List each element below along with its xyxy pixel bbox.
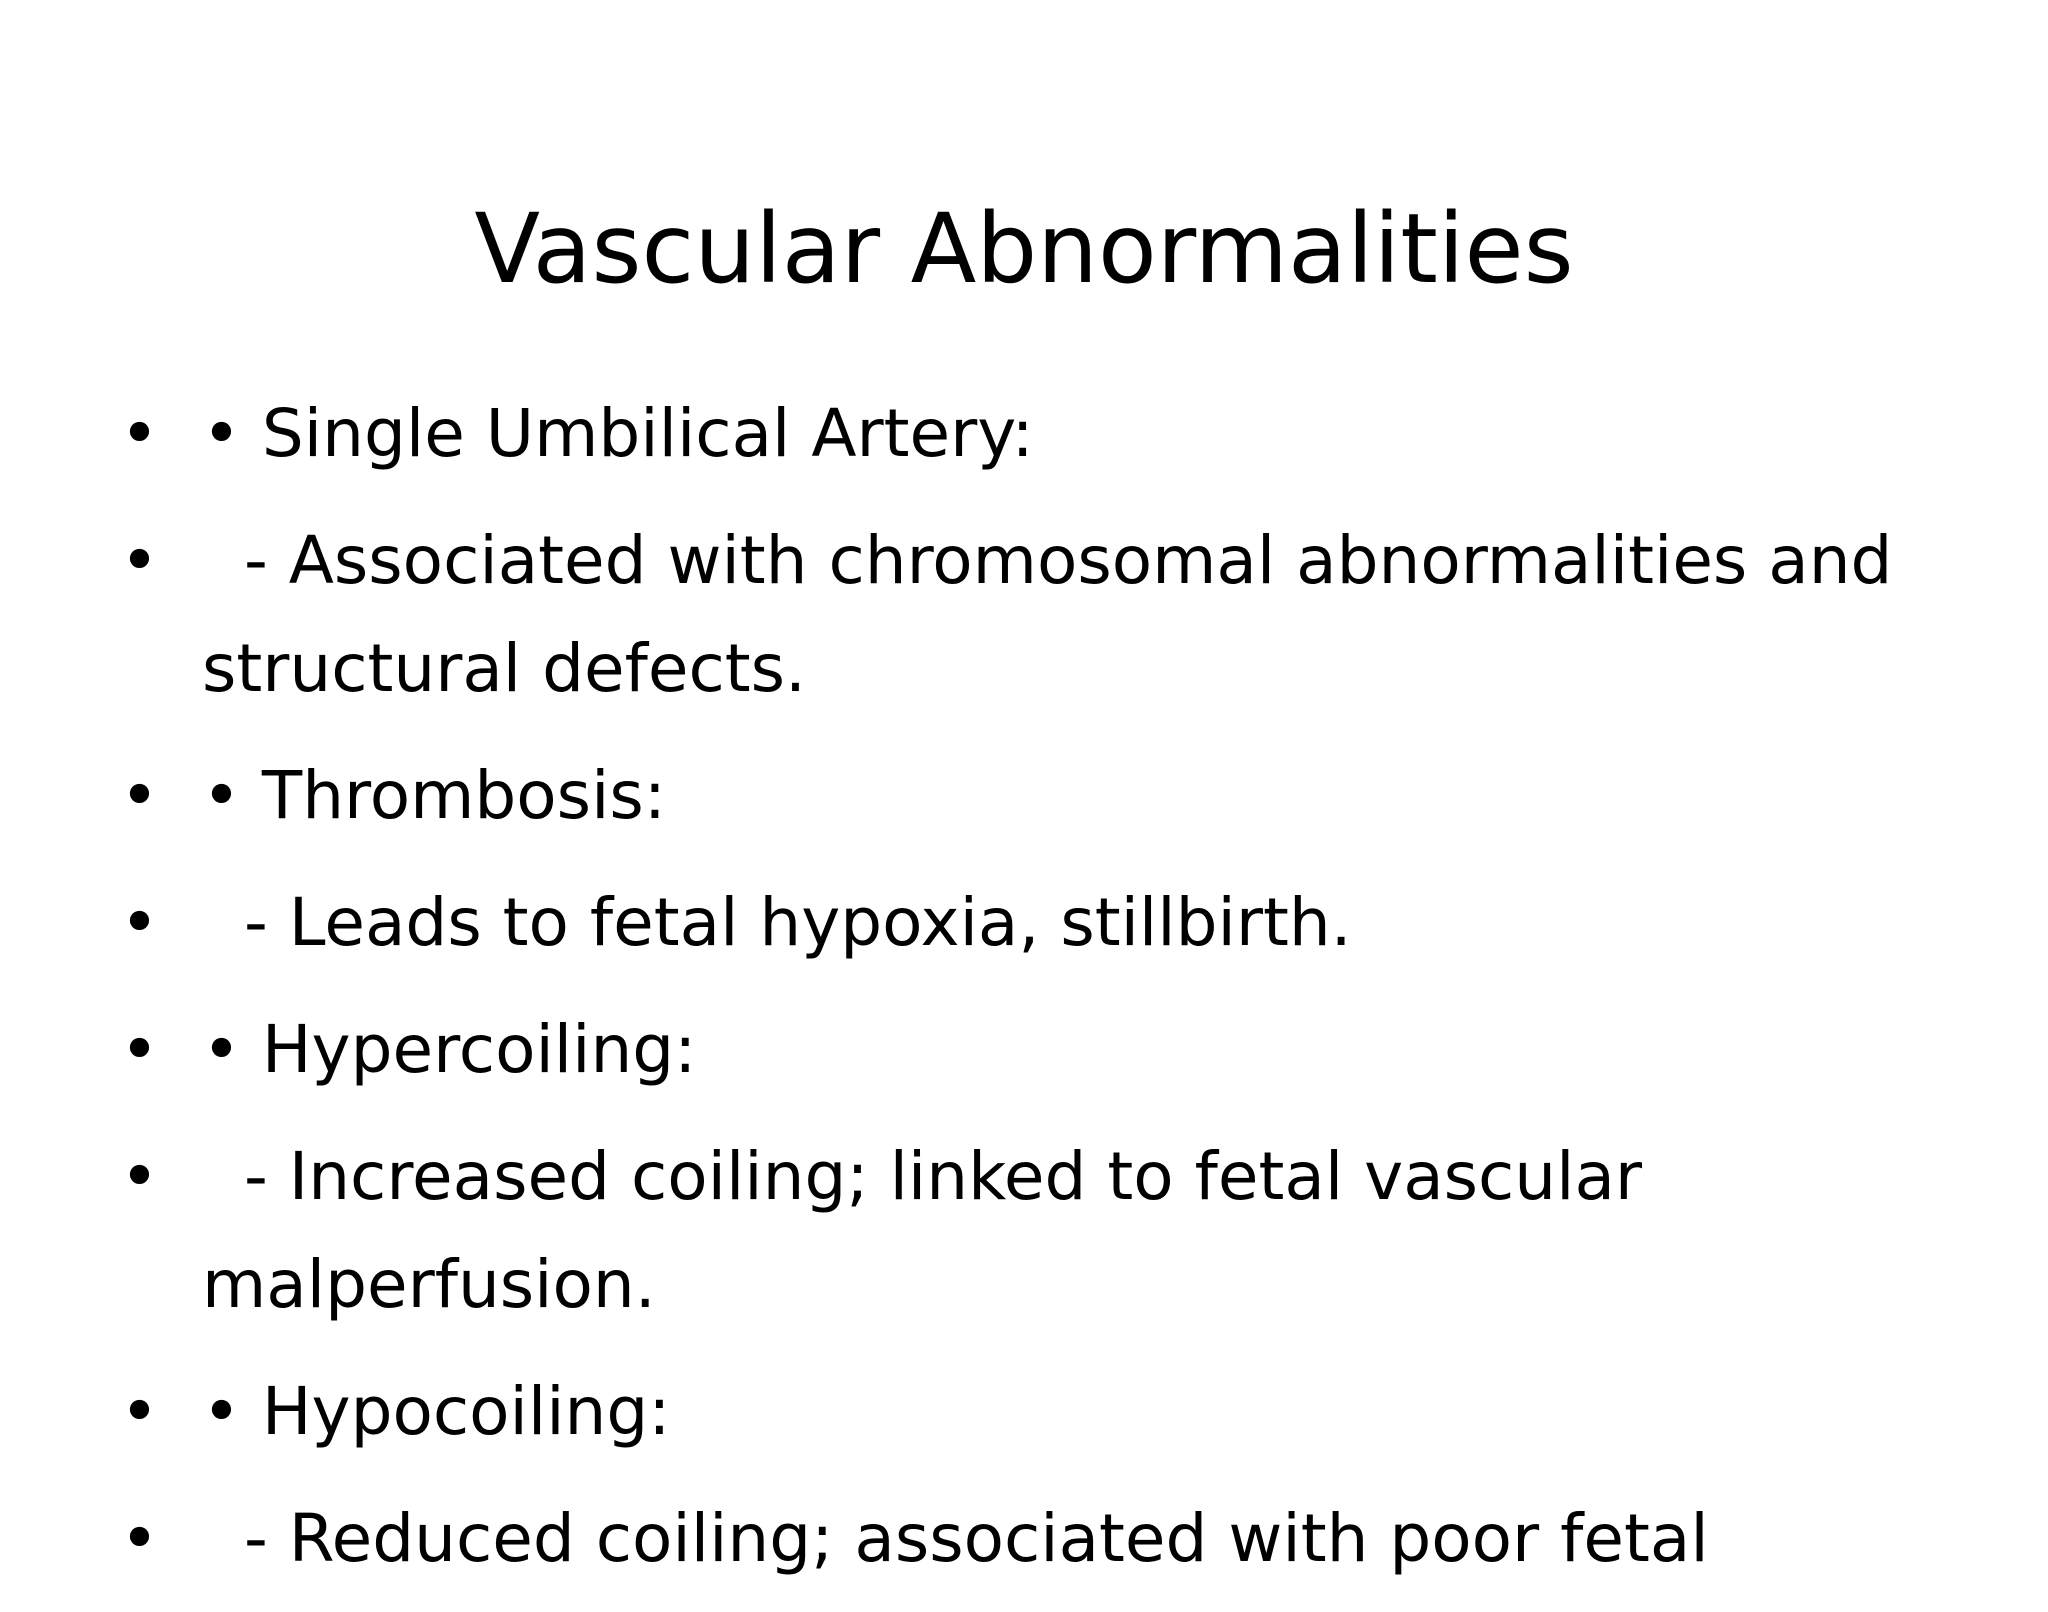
bullet-item [120,742,1960,850]
bullet-list [120,380,1960,1612]
bullet-item [120,996,1960,1104]
slide-title: Vascular Abnormalities [474,193,1574,306]
bullet-text: - Leads to fetal hypoxia, stillbirth. [202,884,1352,961]
bullet-item [120,869,1960,977]
bullet-item [120,380,1960,488]
bullet-item [120,1123,1960,1339]
bullet-text: - Associated with chromosomal abnormalities and structural defects. [202,522,1914,707]
bullet-item [120,1358,1960,1466]
bullet-item [120,1485,1960,1593]
bullet-text: • Single Umbilical Artery: [202,395,1034,472]
bullet-item [120,507,1960,723]
bullet-text: - Increased coiling; linked to fetal vascular malperfusion. [202,1138,1664,1323]
bullet-text: • Hypercoiling: [202,1011,697,1088]
bullet-text: • Thrombosis: [202,757,667,834]
bullet-text: • Hypocoiling: [202,1373,671,1450]
bullet-text: - Reduced coiling; associated with poor fetal [202,1500,1709,1577]
